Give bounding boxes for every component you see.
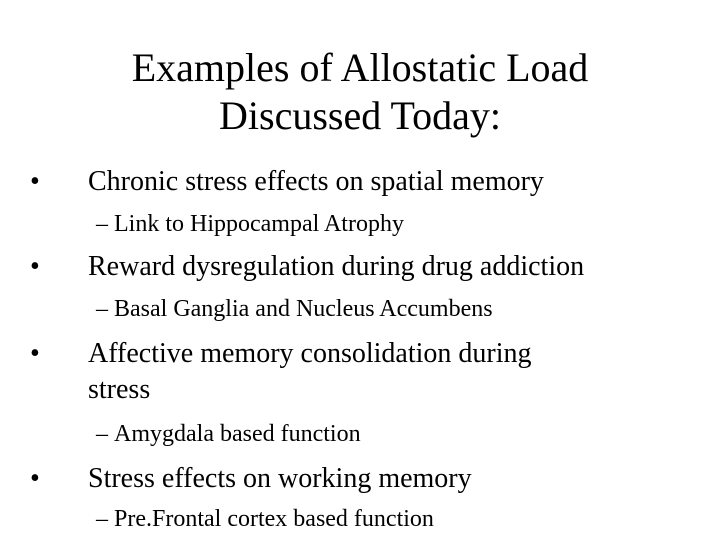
- sub-bullet-item: [96, 210, 404, 238]
- bullet-dot-icon: •: [30, 166, 40, 197]
- bullet-dot-icon: •: [30, 251, 40, 282]
- dash-icon: –: [96, 211, 108, 237]
- sub-bullet-text: Link to Hippocampal Atrophy: [114, 211, 404, 237]
- bullet-text: [88, 336, 708, 408]
- sub-bullet-item: [96, 505, 434, 533]
- bullet-text: Chronic stress effects on spatial memory: [88, 166, 544, 197]
- bullet-dot-icon: •: [30, 338, 40, 369]
- sub-bullet-text: Amygdala based function: [114, 421, 361, 447]
- bullet-text: Reward dysregulation during drug addiction: [88, 251, 585, 282]
- sub-bullet-text: Basal Ganglia and Nucleus Accumbens: [114, 296, 493, 322]
- bullet-dot-icon: •: [30, 463, 40, 494]
- dash-icon: –: [96, 506, 108, 532]
- sub-bullet-text: Pre.Frontal cortex based function: [114, 506, 434, 532]
- bullet-text-line-1: Affective memory consolidation during: [88, 338, 532, 369]
- bullet-text: Stress effects on working memory: [88, 463, 472, 494]
- dash-icon: –: [96, 296, 108, 322]
- slide-title-line-1: Examples of Allostatic Load: [131, 45, 589, 90]
- slide-title: [60, 44, 660, 140]
- sub-bullet-item: [96, 295, 493, 323]
- slide-title-line-2: Discussed Today:: [219, 93, 501, 138]
- dash-icon: –: [96, 421, 108, 447]
- bullet-text-line-2: stress: [88, 374, 151, 405]
- sub-bullet-item: [96, 420, 361, 448]
